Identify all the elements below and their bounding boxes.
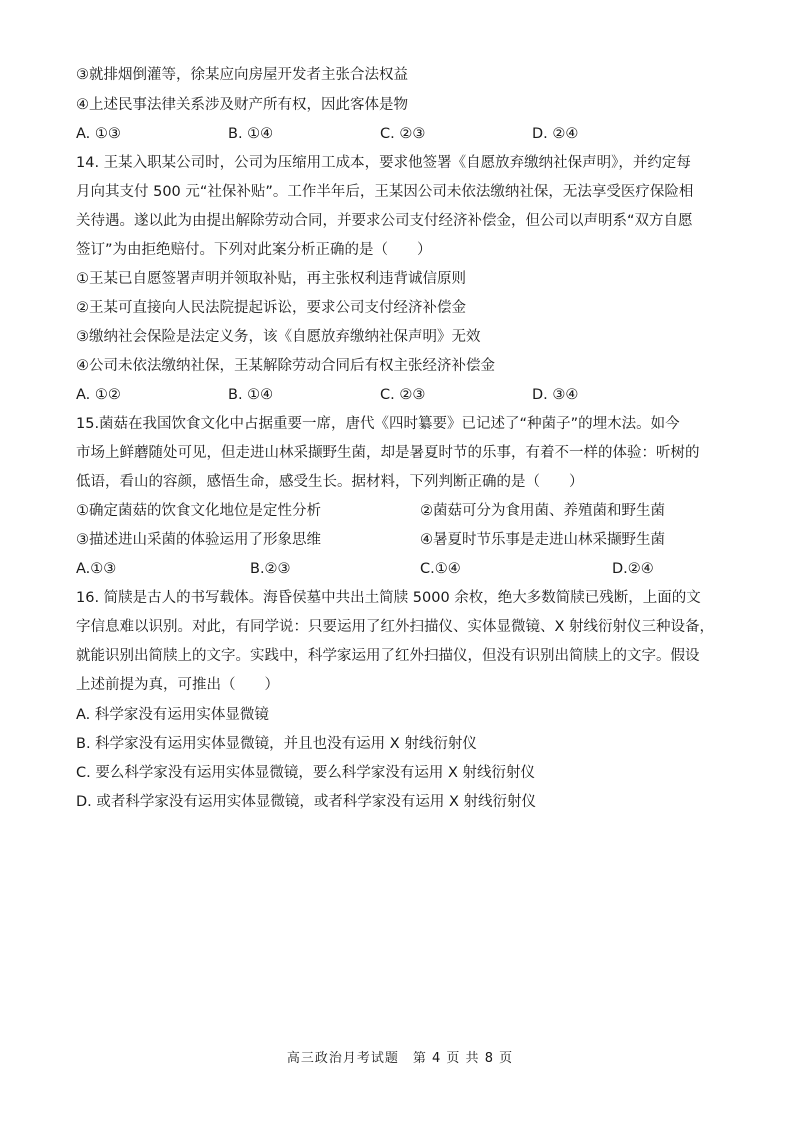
- q14-stem-line-2: 月向其支付 500 元“社保补贴”。工作半年后，王某因公司未依法缴纳社保，无法享受医疗保险相: [76, 184, 694, 200]
- q13-option-b: B. ①④: [228, 126, 274, 142]
- q15-stem-line-3: 低语，看山的容颜，感悟生命，感受生长。据材料，下列判断正确的是（ ）: [76, 474, 584, 490]
- q14-statement-3: ③缴纳社会保险是法定义务，该《自愿放弃缴纳社保声明》无效: [76, 329, 481, 345]
- q16-stem-line-1: 16. 简牍是古人的书写载体。海昏侯墓中共出土简牍 5000 余枚，绝大多数简牍已残断，上面的文: [76, 590, 701, 606]
- q14-option-d: D. ③④: [532, 387, 579, 403]
- q15-stem-line-1: 15.菌菇在我国饮食文化中占据重要一席，唐代《四时纂要》已记述了“种菌子”的埋木法。如今: [76, 416, 680, 432]
- q13-option-a: A. ①③: [76, 126, 121, 142]
- q16-choice-d: D. 或者科学家没有运用实体显微镜，或者科学家没有运用 X 射线衍射仪: [76, 794, 537, 810]
- q13-statement-3: ③就排烟倒灌等，徐某应向房屋开发者主张合法权益: [76, 67, 408, 83]
- q13-option-c: C. ②③: [380, 126, 426, 142]
- q15-statement-1: ①确定菌菇的饮食文化地位是定性分析: [76, 503, 321, 519]
- q14-option-b: B. ①④: [228, 387, 274, 403]
- q14-statement-2: ②王某可直接向人民法院提起诉讼，要求公司支付经济补偿金: [76, 300, 466, 316]
- q15-options: [76, 556, 736, 583]
- q15-option-b: B.②③: [250, 561, 291, 577]
- q13-options: [76, 121, 736, 148]
- q14-option-c: C. ②③: [380, 387, 426, 403]
- q16-choice-b: B. 科学家没有运用实体显微镜，并且也没有运用 X 射线衍射仪: [76, 736, 477, 752]
- q14-statement-1: ①王某已自愿签署声明并领取补贴，再主张权利违背诚信原则: [76, 271, 466, 287]
- q16-choice-c: C. 要么科学家没有运用实体显微镜，要么科学家没有运用 X 射线衍射仪: [76, 765, 535, 781]
- q15-statement-row-1: [76, 498, 736, 525]
- q16-stem-line-3: 就能识别出简牍上的文字。实践中，科学家运用了红外扫描仪，但没有识别出简牍上的文字。假设: [76, 648, 700, 664]
- q15-statement-4: ④暑夏时节乐事是走进山林采撷野生菌: [420, 532, 665, 548]
- q15-stem-line-2: 市场上鲜蘑随处可见，但走进山林采撷野生菌，却是暑夏时节的乐事，有着不一样的体验：听树的: [76, 445, 700, 461]
- q14-options: [76, 382, 736, 409]
- q16-stem-line-2: 字信息难以识别。对此，有同学说：只要运用了红外扫描仪、实体显微镜、X 射线衍射仪三种设备，: [76, 619, 715, 635]
- q15-statement-row-2: [76, 527, 736, 554]
- q14-stem-line-4: 签订”为由拒绝赔付。下列对此案分析正确的是（ ）: [76, 242, 432, 258]
- q15-option-c: C.①④: [420, 561, 461, 577]
- page-footer: 高三政治月考试题 第 4 页 共 8 页: [286, 1051, 514, 1066]
- q15-statement-3: ③描述进山采菌的体验运用了形象思维: [76, 532, 321, 548]
- q13-option-d: D. ②④: [532, 126, 579, 142]
- q15-option-d: D.②④: [612, 561, 654, 577]
- q14-statement-4: ④公司未依法缴纳社保，王某解除劳动合同后有权主张经济补偿金: [76, 358, 495, 374]
- q14-stem-line-1: 14. 王某入职某公司时，公司为压缩用工成本，要求他签署《自愿放弃缴纳社保声明》，并约定每: [76, 155, 691, 171]
- q14-stem-line-3: 关待遇。遂以此为由提出解除劳动合同，并要求公司支付经济补偿金，但公司以声明系“双方自愿: [76, 213, 693, 229]
- q16-stem-line-4: 上述前提为真，可推出（ ）: [76, 677, 279, 693]
- q15-statement-2: ②菌菇可分为食用菌、养殖菌和野生菌: [420, 503, 665, 519]
- q14-option-a: A. ①②: [76, 387, 121, 403]
- q13-statement-4: ④上述民事法律关系涉及财产所有权，因此客体是物: [76, 97, 408, 113]
- q15-option-a: A.①③: [76, 561, 117, 577]
- q16-choice-a: A. 科学家没有运用实体显微镜: [76, 707, 269, 723]
